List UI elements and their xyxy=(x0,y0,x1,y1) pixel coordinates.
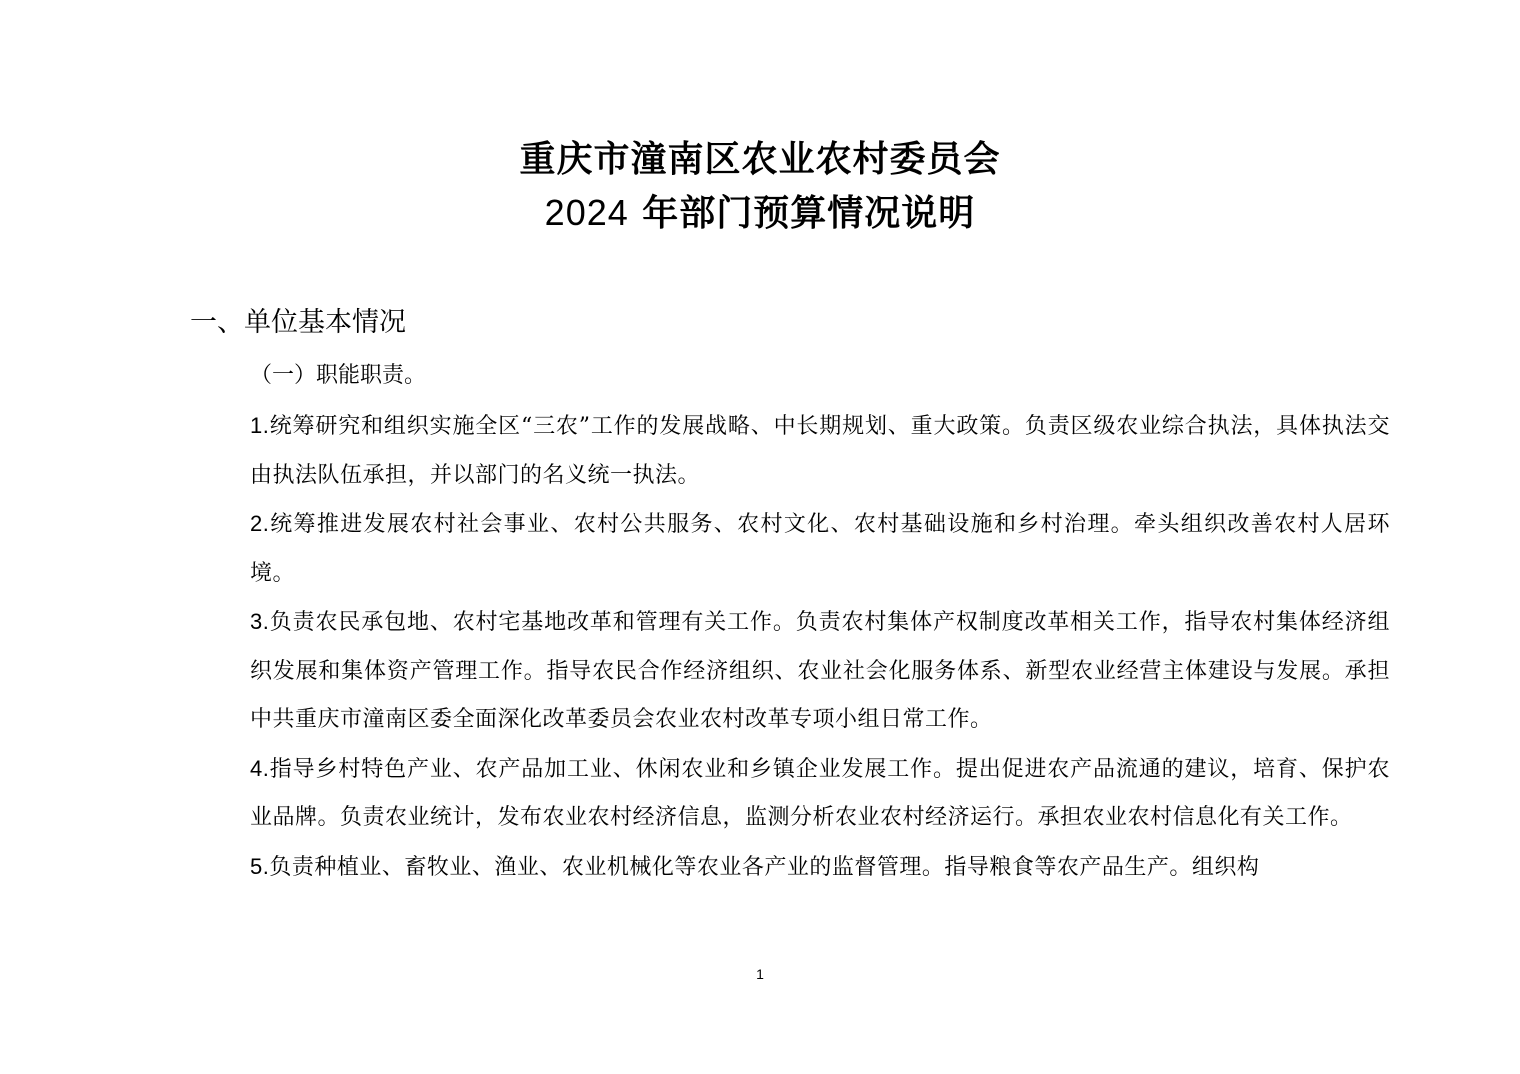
document-title-line-1: 重庆市潼南区农业农村委员会 xyxy=(519,138,1001,180)
paragraph-2 xyxy=(250,500,1390,598)
paragraph-number: 5. xyxy=(250,853,270,879)
title-year: 2024 xyxy=(544,192,629,233)
paragraph-3 xyxy=(250,598,1390,745)
paragraph-1 xyxy=(250,402,1390,500)
paragraph-4 xyxy=(250,745,1390,843)
paragraph-number: 4. xyxy=(250,755,270,781)
paragraph-number: 2. xyxy=(250,511,270,536)
paragraph-text: 负责农民承包地、农村宅基地改革和管理有关工作。负责农村集体产权制度改革相关工作，指导农村集体经济组织发展和集体资产管理工作。指导农民合作经济组织、农业社会化服务体系、新型农业经营主体建设与发展。承担中共重庆市潼南区委全面深化改革委员会农业农村改革专项小组日常工作。 xyxy=(250,610,1390,732)
page-number: 1 xyxy=(756,966,764,982)
paragraph-number: 1. xyxy=(250,413,270,438)
document-title-line-2 xyxy=(0,187,1520,239)
paragraph-text: 指导乡村特色产业、农产品加工业、休闲农业和乡镇企业发展工作。提出促进农产品流通的建议，培育、保护农业品牌。负责农业统计，发布农业农村经济信息，监测分析农业农村经济运行。承担农业农村信息化有关工作。 xyxy=(250,756,1390,830)
title-line-2-text: 年部门预算情况说明 xyxy=(628,192,976,234)
paragraph-number: 3. xyxy=(250,609,270,634)
subsection-heading: （一）职能职责。 xyxy=(250,363,427,388)
paragraph-text: 负责种植业、畜牧业、渔业、农业机械化等农业各产业的监督管理。指导粮食等农产品生产。组织构 xyxy=(269,854,1260,880)
paragraph-5 xyxy=(250,843,1390,893)
paragraph-text: 统筹研究和组织实施全区“三农”工作的发展战略、中长期规划、重大政策。负责区级农业综合执法，具体执法交由执法队伍承担，并以部门的名义统一执法。 xyxy=(250,414,1390,488)
document-body xyxy=(250,402,1390,892)
section-heading: 一、单位基本情况 xyxy=(190,307,406,338)
paragraph-text: 统筹推进发展农村社会事业、农村公共服务、农村文化、农村基础设施和乡村治理。牵头组织改善农村人居环境。 xyxy=(250,512,1390,586)
